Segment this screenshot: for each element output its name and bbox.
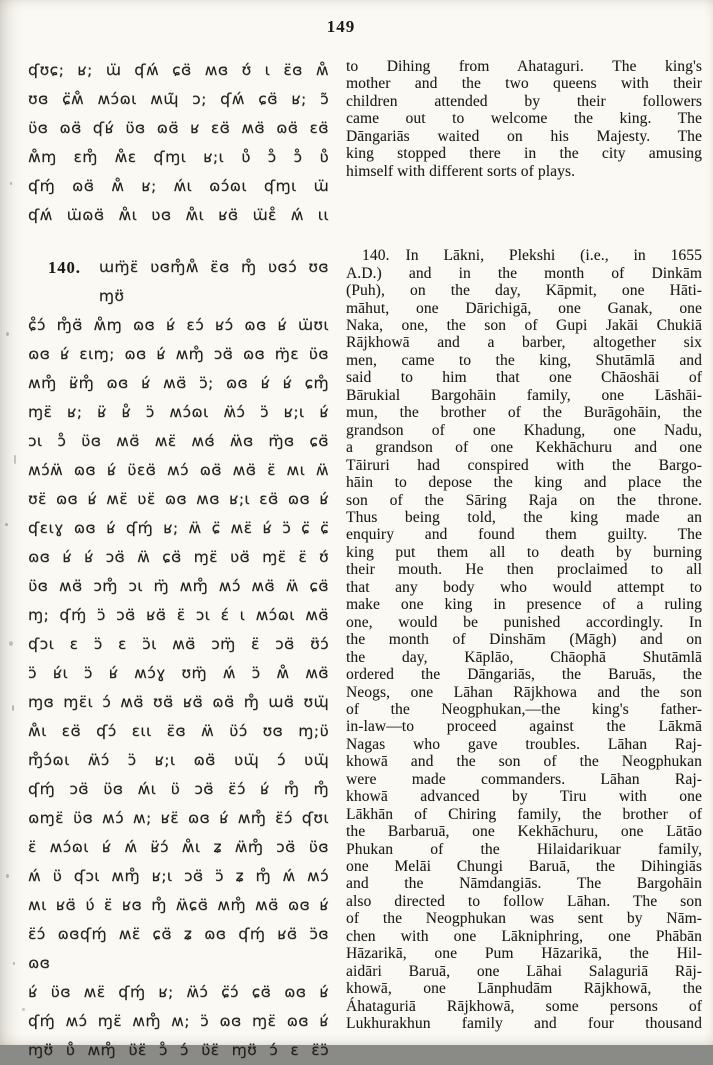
english-text-line: to Dihing from Ahataguri. The king's	[346, 58, 702, 75]
ahom-script-line: ʠɛɩɣ ɷɞ ʁ́ ʠɱ́ ʁ; ʍ̈ ɕ̈ ʍɛ̈ ʁ́ ɔ̈ ɕ̈ ɕ̈	[28, 519, 329, 537]
ahom-script-line: ʋ̈ɞ ʍɞ̈ ɔɱ̊ ɔɩ ɱ̈ ʍɱ̊ ʍɔ́ ʍɞ̈ ʍ̈ ɕɞ̈	[28, 577, 329, 595]
english-text-line: Thus being told, the king made an	[346, 508, 702, 526]
ahom-script-line: ɱɞ ɱɛ̈ɩ ɔ́ ʍɞ̈ ʊɞ̈ ʁɞ̈ ɷɞ̈ ɱ̊ ɯɞ̈ ʊɰ̈	[28, 693, 329, 711]
english-text-line: himself with different sorts of plays.	[346, 162, 576, 180]
english-text-line: hāin to depose the king and place the	[346, 474, 702, 492]
english-text-line: children attended by their followers	[346, 92, 702, 110]
english-text-line: were made commanders. Lāhan Raj-	[346, 770, 702, 788]
scan-speckle	[14, 455, 16, 464]
ahom-script-line: ɯɱ̈ɛ̈ ʋɞɱ̊ʍ̊ ɛ̈ɞ ɱ̊ ʋɞɔ́ ʊɞ ɱʊ̈	[98, 258, 329, 305]
english-text-line: their mouth. He then proclaimed to all	[346, 561, 702, 579]
paragraph-number: 140.	[362, 247, 390, 265]
ahom-paragraph-140	[28, 253, 329, 1065]
english-text-line: a grandson of one Kekhāchuru and one	[346, 439, 702, 457]
english-text-line: the day, Kāplāo, Chāophā Shutāmlā	[346, 648, 702, 666]
scan-speckle	[12, 705, 14, 711]
english-paragraph-first-line	[346, 247, 702, 264]
english-text-line: one, would be punished accordingly. In	[346, 613, 702, 631]
ahom-script-line: ɷɞ ʁ́ ʁ́ ɔɞ̈ ʍ̈ ɕɞ̈ ɱɛ̈ ʋɞ̈ ɱɛ̈ ɛ̈ ʊ́	[28, 548, 329, 566]
english-text-line: aidāri Baruā, one Lāhai Salaguriā Rāj-	[346, 962, 702, 980]
ahom-script-line: ʠʊɕ; ʁ; ɯ̈ ʠʍ́ ɕɞ̈ ʍɞ ʊ́ ɩ ɛ̈ɞ ʍ̊	[28, 61, 329, 79]
english-text-line: khowā and the son of the Neogphukan	[346, 753, 702, 771]
scan-speckle	[10, 182, 12, 185]
english-text-line: one Melāi Chungi Baruā, the Dihingiās	[346, 858, 702, 876]
ahom-script-line: ɛ̈ɔ́ ɷɞʠɱ́ ʍɛ̈ ɕɞ̈ ʑ ɷɞ ʠɱ́ ʁɞ̈ ɔ̈ɞ ɷɞ	[28, 925, 329, 972]
english-text-line: Nagas who gave troubles. Lāhan Raj-	[346, 735, 702, 753]
scan-speckle	[6, 874, 9, 878]
english-text-line: in-law—to proceed against the Lākmā	[346, 718, 702, 736]
english-text-line: Rājkhowā and a barber, altogether six	[346, 334, 702, 352]
paragraph-number: 140.	[48, 258, 81, 277]
english-text-line: came out to welcome the king. The	[346, 110, 702, 128]
english-text-line: that any body who would attempt to	[346, 578, 702, 596]
english-text-line: king put them all to death by burning	[346, 543, 702, 561]
scan-speckle	[13, 962, 15, 965]
scan-speckle	[6, 332, 9, 336]
ahom-script-line: ʍ̊ɩ ɛɞ̈ ʠɔ́ ɛɩɩ ɛ̈ɞ ʍ̈ ʋ̈ɔ́ ʊɞ ɱ;ʋ̈	[28, 722, 329, 740]
english-text-line: enquiry and found them guilty. The	[346, 526, 702, 544]
english-text-line: said to him that one Chāoshāi of	[346, 369, 702, 387]
left-column-ahom-text	[28, 56, 329, 1065]
ahom-script-line: ʁ́ ʋ̈ɞ ʍɛ̈ ʠɱ́ ʁ; ʍ̈ɔ́ ɕ̈ɔ́ ɕɞ̈ ɷɞ ʁ́	[28, 983, 329, 1001]
ahom-script-line: ɔɩ ɔ̊ ʋ̈ɞ ʍɞ̈ ʍɛ̈ ʍɞ́ ʍ̈ɞ ɱ̈ɞ ɕɞ̈	[28, 432, 329, 450]
ahom-script-line: ɔ̈ ʁ́ɩ ɔ̈ ʁ́ ʍɔ́ɣ ʊɱ̈ ʍ́ ɔ̈ ʍ̊ ʍɞ̈	[28, 664, 329, 682]
ahom-script-line: ʠɱ́ ɷɞ̈ ʍ̊ ʁ; ʍ́ɩ ɷɔ́ɷɩ ʠɱɩ ɯ̈	[28, 177, 329, 195]
english-text-line: (Puh), on the day, Kāpmit, one Hāti-	[346, 282, 702, 300]
english-text-line: mun, the brother of the Burāgohāin, the	[346, 404, 702, 422]
english-text-line: Lukhurakhun family and four thousand	[346, 1015, 702, 1033]
ahom-script-line: ɱɛ̈ ʁ; ʁ̈ ʁ̊ ɔ̈ ʍɔ́ɷɩ ʍ̈ɔ́ ɔ̈ ʁ;ɩ ʁ́	[28, 403, 329, 421]
ahom-script-line: ʠɱ́ ɔɞ̈ ʋ̈ɞ ʍ́ɩ ʋ̈ ɔɞ̈ ɛ̈ɔ́ ʁ́ ɱ̊ ɱ̊	[28, 780, 329, 798]
ahom-script-line: ɛ̈ ʍɔ́ɷɩ ʁ́ ʍ́ ʁ̈ɔ́ ʍ̊ɩ ʑ ʍ̈ɱ̊ ɔɞ̈ ʋ̈ɞ	[28, 838, 329, 856]
english-paragraph-continuation	[346, 58, 702, 180]
ahom-script-line: ʍɔ́ʍ̈ ɷɞ ʁ́ ʋ̈ɛɞ̈ ʍɔ́ ɷɞ̈ ʍɞ̈ ɛ̈ ʍɩ ʍ̈	[28, 461, 329, 479]
english-text-line: khowā, one Lānphudām Rājkhowā, the	[346, 980, 702, 998]
english-text-block	[346, 265, 702, 1033]
english-paragraph-140	[346, 247, 702, 1032]
ahom-script-line: ʊɞ ɕ̈ʍ̊ ʍɔ́ɷɩ ʍɰ̃ ɔ; ʠʍ́ ɕɞ̈ ʁ; ɔ̃	[28, 90, 329, 108]
english-text-line: chen with one Lākniphring, one Phābān	[346, 927, 702, 945]
ahom-script-line: ʍɱ̊ ʁ̈ɱ̊ ɷɞ ʁ́ ʍɞ̈ ɔ̈; ɷɞ ʁ́ ʁ́ ɕɱ̊	[28, 374, 329, 392]
english-text-line: mother and the two queens with their	[346, 75, 702, 93]
ahom-text-block	[28, 56, 329, 230]
english-text-line: Phukan of the Hilaidarikuar family,	[346, 840, 702, 858]
english-text-line: the Barbaruā, one Kekhāchuru, one Lātāo	[346, 823, 702, 841]
english-text-line: of the Neogphukan,—the king's father-	[346, 700, 702, 718]
english-text-line: māhut, one Dārichigā, one Ganak, one	[346, 299, 702, 317]
page-number: 149	[326, 17, 356, 36]
english-text-line: Dāngariās waited on his Majesty. The	[346, 127, 702, 145]
ahom-script-line: ʠɔɩ ɛ ɔ̈ ɛ ɔ̈ɩ ʍɞ̈ ɔɱ̈ ɛ̈ ɔɞ̈ ʊ̈ɔ́	[28, 635, 329, 653]
english-text-line: khowā advanced by Tiru with one	[346, 788, 702, 806]
english-text-line: make one king in presence of a ruling	[346, 596, 702, 614]
ahom-script-line: ʠɱ́ ʍɔ́ ɱɛ̈ ʍɱ̊ ʍ; ɔ̈ ɷɞ ɱɛ̈ ɷɞ ʁ́	[28, 1012, 329, 1030]
english-text-line: ordered the Dāngariās, the Baruās, the	[346, 666, 702, 684]
ahom-script-line: ʊɛ̈ ɷɞ ʁ́ ʍɛ̈ ʋɛ̈ ɷɞ ʍɞ ʁ;ɩ ɛɞ̈ ɷɞ ʁ́	[28, 490, 329, 508]
english-text-line: Neogs, one Lāhan Rājkhowa and the son	[346, 683, 702, 701]
ahom-script-line: ɷɱɛ̈ ʋ̈ɞ ʍɔ́ ʍ; ʁɛ̈ ɷɞ ʁ́ ʍɱ̊ ɛ̈ɔ́ ʠʊɩ	[28, 809, 329, 827]
english-text-line: Tāiruri had conspired with the Bargo-	[346, 456, 702, 474]
english-text-line: Bārukial Bargohāin family, one Lāshāi-	[346, 386, 702, 404]
ahom-script-line: ɱ̊ɔ́ɷɩ ʍ̈ɔ́ ɔ̈ ʁ;ɩ ɷɞ̈ ʋɰ̈ ɔ́ ʋɰ̈	[28, 751, 329, 769]
scan-speckle	[9, 641, 13, 646]
ahom-script-line: ʍ́ ʋ̈ ʠɔɩ ʍɱ̊ ʁ;ɩ ɔɞ̈ ɔ̈ ʑ ɱ̊ ʍ́ ʍɔ́	[28, 867, 329, 885]
scan-speckle	[5, 523, 8, 526]
english-text-line: Hāzarikā, one Pum Hāzarikā, the Hil-	[346, 945, 702, 963]
english-text-line: and the Nāmdangiās. The Bargohāin	[346, 875, 702, 893]
english-text-line: of the Neogphukan was sent by Nām-	[346, 910, 702, 928]
ahom-paragraph-first-line	[28, 253, 329, 311]
scan-speckle	[22, 1008, 25, 1011]
english-text-line: In Lākni, Plekshi (i.e., in 1655	[405, 247, 702, 265]
ahom-script-line: ʋ̈ɞ ɷɞ̈ ʠʁ́ ʋ̈ɞ ɷɞ̈ ʁ ɛɞ̈ ʍɞ̈ ɷɞ̈ ɛɞ̈	[28, 119, 329, 137]
english-text-line: king stopped there in the city amusing	[346, 145, 702, 163]
ahom-text-block	[28, 311, 329, 1065]
english-text-line: Naka, one, the son of Gupi Jakāi Chukiā	[346, 316, 702, 334]
ahom-script-line: ɱʊ̈ ʋ̊ ʍɱ̊ ʋ̈ɛ̈ ɔ̊ ɔ́ ʋ̈ɛ̈ ɱʊ̈ ɔ́ ɛ ɛ̈ɔ̈	[28, 1041, 329, 1059]
ahom-script-line: ɱ; ʠɱ́ ɔ̈ ɔɞ̈ ʁɞ̈ ɛ̈ ɔɩ ɛ́ ɩ ʍɔ́ɷɩ ʍɞ̈	[28, 606, 329, 624]
ahom-script-line: ɷɞ ʁ́ ɛɩɱ; ɷɞ ʁ́ ʍɱ̊ ɔɞ̈ ɷɞ ɱ̈ɛ ʋ̈ɞ	[28, 345, 329, 363]
english-text-line: grandson of one Khadung, one Nadu,	[346, 421, 702, 439]
english-text-line: A.D.) and in the month of Dinkām	[346, 264, 702, 282]
english-text-line: also directed to follow Lāhan. The son	[346, 892, 702, 910]
ahom-script-line: ʍ̊ɱ ɛɱ̊ ʍ̊ɛ ʠɱɩ ʁ;ɩ ʋ̊ ɔ̊ ɔ̊ ʋ̊	[28, 148, 329, 166]
english-text-line: son of the Sāring Raja on the throne.	[346, 491, 702, 509]
ahom-script-line: ɕ̊ɔ́ ɱ̊ɞ̈ ʍ̊ɱ ɷɞ ʁ́ ɛɔ́ ʁɔ́ ɷɞ ʁ́ ɯ̈ʊɩ	[28, 316, 329, 334]
ahom-script-line: ʠʍ́ ɯ̈ɷɞ̈ ʍ̊ɩ ʋɞ ʍ̊ɩ ʁɞ̈ ɯ̈ɛ̊ ʍ́ ɩɩ	[28, 206, 329, 224]
english-text-line: men, came to the king, Shutāmlā and	[346, 351, 702, 369]
english-text-line: the month of Dinshām (Māgh) and on	[346, 631, 702, 649]
english-text-line: Lākhān of Chiring family, the brother of	[346, 805, 702, 823]
english-text-line: Áhataguriā Rājkhowā, some persons of	[346, 997, 702, 1015]
ahom-script-line: ʍɩ ʁɞ̈ ʋ́ ɛ̈ ʁɞ ɱ̊ ʍ̈ɕɞ̈ ʍɱ̊ ʍɞ̈ ɷɞ ʁ́	[28, 896, 329, 914]
right-column-english-text	[346, 58, 702, 1033]
